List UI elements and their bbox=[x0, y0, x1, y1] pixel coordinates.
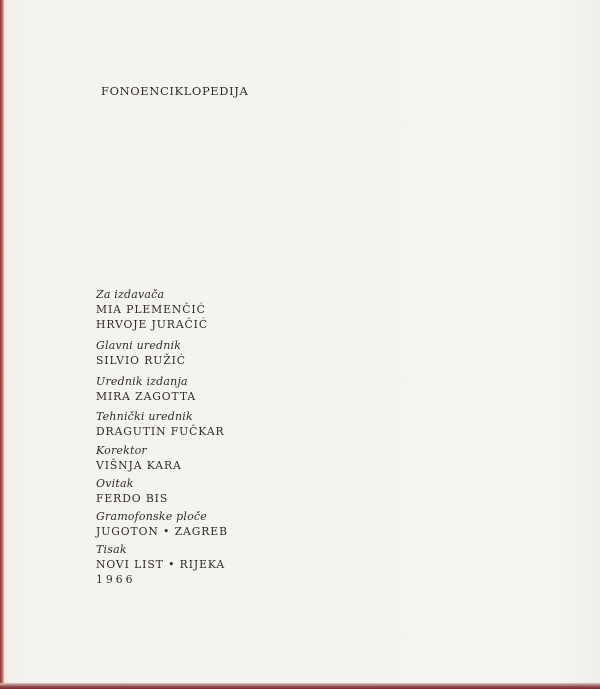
credit-cover bbox=[96, 476, 316, 506]
series-title: FONOENCIKLOPEDIJA bbox=[101, 84, 249, 98]
credit-edition-editor bbox=[96, 374, 316, 404]
binding-spine bbox=[0, 0, 4, 689]
credit-name: FERDO BIS bbox=[96, 492, 169, 505]
binding-bottom-edge bbox=[0, 683, 600, 689]
credit-role: Glavni urednik bbox=[96, 339, 182, 352]
credit-role: Gramofonske ploče bbox=[96, 510, 208, 523]
credit-role: Urednik izdanja bbox=[96, 375, 188, 388]
credit-role: Tehnički urednik bbox=[96, 410, 193, 423]
credit-role: Za izdavača bbox=[96, 288, 165, 301]
credit-name: SILVIO RUŽIĆ bbox=[96, 354, 186, 367]
credit-name: DRAGUTIN FUČKAR bbox=[96, 425, 225, 438]
credit-name: HRVOJE JURAČIĆ bbox=[96, 318, 209, 331]
imprint-credits bbox=[96, 287, 316, 587]
credit-publisher bbox=[96, 287, 316, 332]
credit-name: MIA PLEMENČIĆ bbox=[96, 303, 206, 316]
credit-name: MIRA ZAGOTTA bbox=[96, 390, 197, 403]
credit-records bbox=[96, 509, 316, 539]
credit-role: Korektor bbox=[96, 444, 147, 457]
credit-name: NOVI LIST • RIJEKA bbox=[96, 558, 226, 571]
credit-role: Tisak bbox=[96, 543, 127, 556]
publication-year: 1966 bbox=[96, 573, 136, 586]
credit-role: Ovitak bbox=[96, 477, 134, 490]
credit-printing bbox=[96, 542, 316, 587]
credit-name: VIŠNJA KARA bbox=[96, 459, 182, 472]
credit-proofreader bbox=[96, 443, 316, 473]
credit-technical-editor bbox=[96, 409, 316, 439]
credit-name: JUGOTON • ZAGREB bbox=[96, 525, 228, 538]
credit-editor-in-chief bbox=[96, 338, 316, 368]
